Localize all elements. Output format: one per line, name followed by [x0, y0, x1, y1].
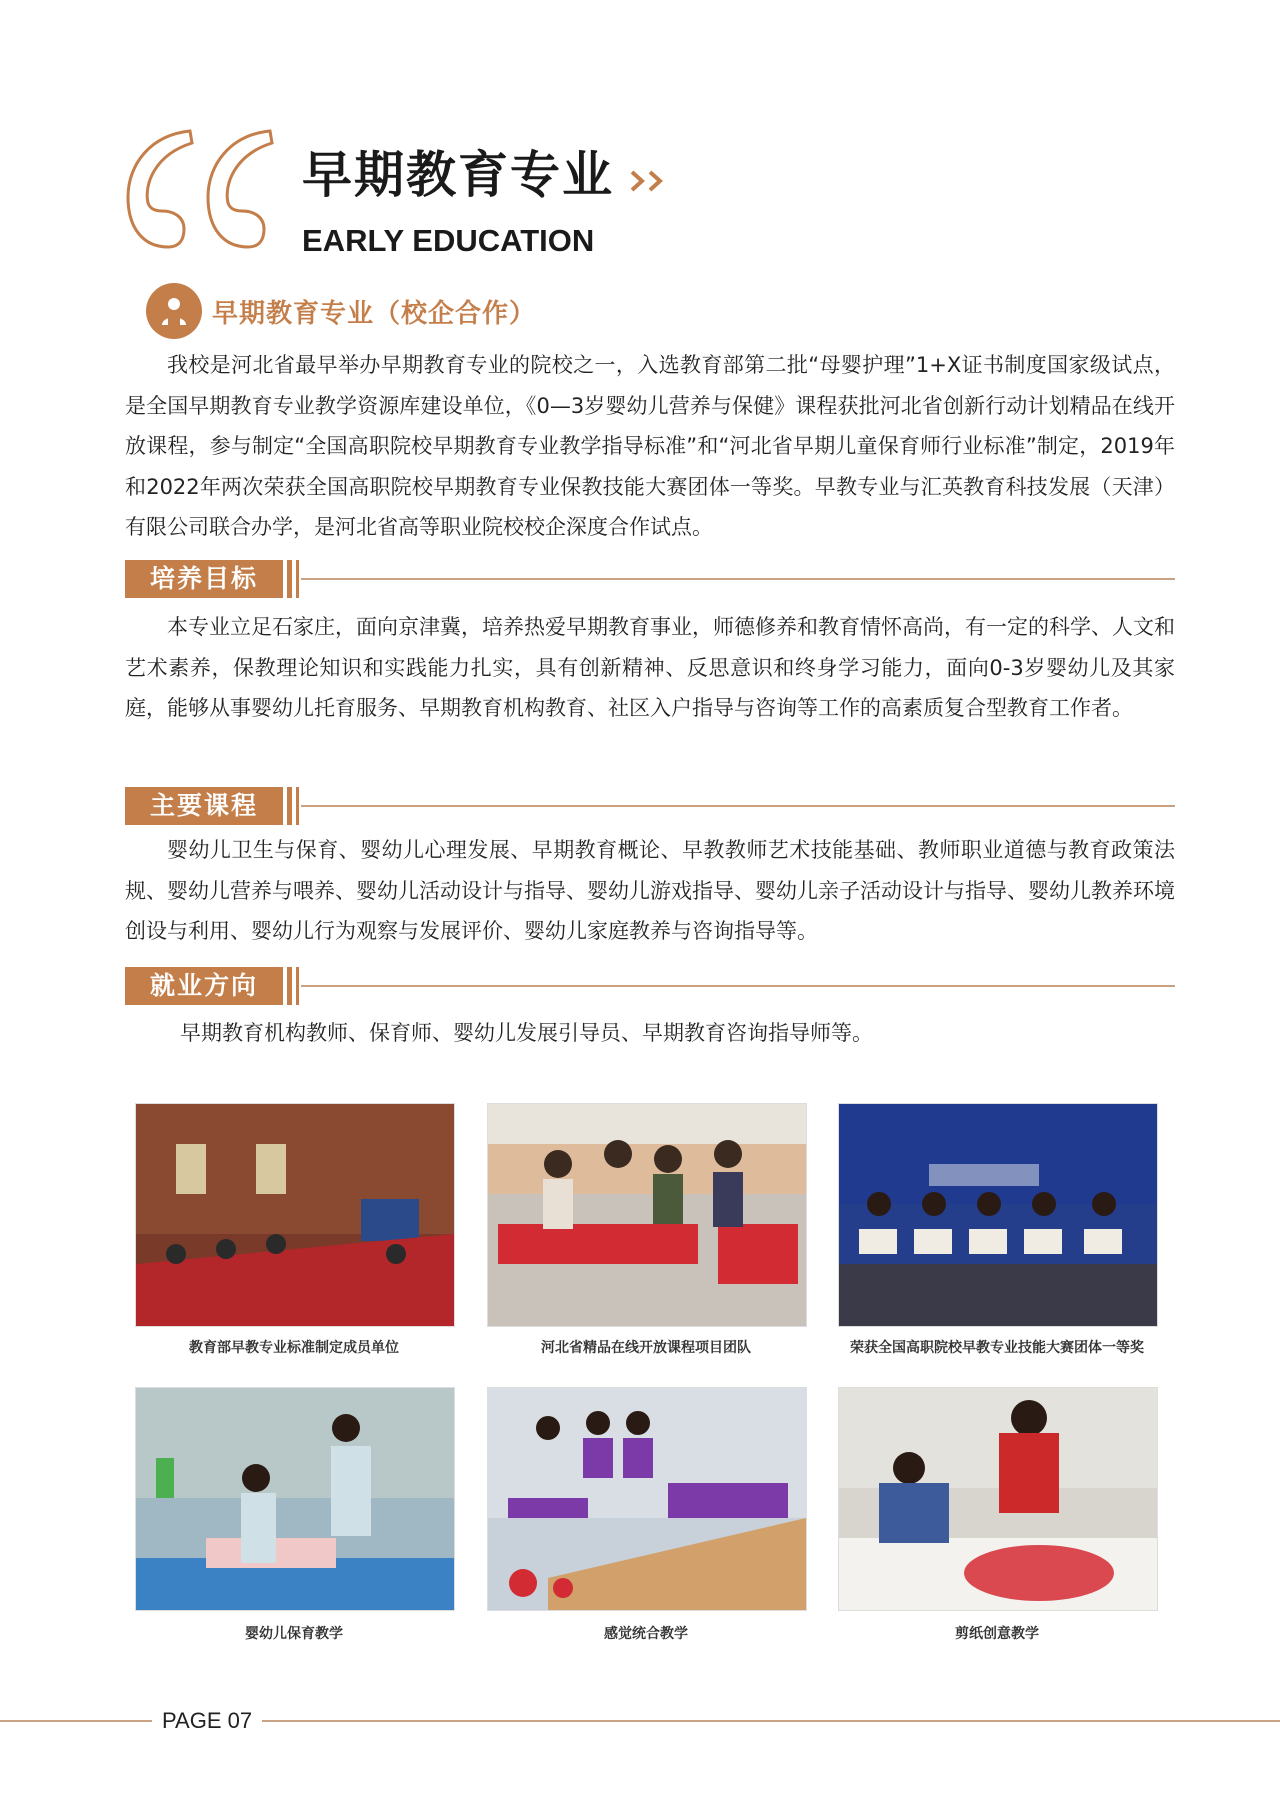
photo-course-team	[487, 1103, 807, 1327]
intro-heading	[146, 283, 536, 339]
divider	[301, 985, 1175, 987]
photo-award	[838, 1103, 1158, 1327]
section-label: 培养目标	[125, 560, 283, 598]
photo-caption: 教育部早教专业标准制定成员单位	[189, 1340, 399, 1356]
page-subtitle: EARLY EDUCATION	[302, 223, 595, 258]
courses-paragraph: 婴幼儿卫生与保育、婴幼儿心理发展、早期教育概论、早教教师艺术技能基础、教师职业道德与教育政策法规、婴幼儿营养与喂养、婴幼儿活动设计与指导、婴幼儿游戏指导、婴幼儿亲子活动设计与指导、婴幼儿教养环境创设与利用、婴幼儿行为观察与发展评价、婴幼儿家庭教养与咨询指导等。	[125, 838, 1175, 943]
photo-caption: 剪纸创意教学	[955, 1626, 1039, 1642]
photo-caption: 荣获全国高职院校早教专业技能大赛团体一等奖	[850, 1340, 1144, 1356]
intro-paragraph: 我校是河北省最早举办早期教育专业的院校之一，入选教育部第二批“母婴护理”1+X证书制度国家级试点，是全国早期教育专业教学资源库建设单位，《0—3岁婴幼儿营养与保健》课程获批河北省创新行动计划精品在线开放课程，参与制定“全国高职院校早期教育专业教学指导标准”和“河北省早期儿童保育师行业标准”制定，2019年和2022年两次荣获全国高职院校早期教育专业保教技能大赛团体一等奖。早教专业与汇英教育科技发展（天津）有限公司联合办学，是河北省高等职业院校校企深度合作试点。	[125, 353, 1175, 539]
divider	[296, 787, 299, 825]
double-chevron-right-icon	[628, 168, 670, 194]
photo-paper-cutting	[838, 1387, 1158, 1611]
goals-paragraph: 本专业立足石家庄，面向京津冀，培养热爱早期教育事业，师德修养和教育情怀高尚，有一定的科学、人文和艺术素养，保教理论知识和实践能力扎实，具有创新精神、反思意识和终身学习能力，面向0-3岁婴幼儿及其家庭，能够从事婴幼儿托育服务、早期教育机构教育、社区入户指导与咨询等工作的高素质复合型教育工作者。	[125, 615, 1175, 720]
divider	[296, 560, 299, 598]
divider	[287, 967, 292, 1005]
photo-caption: 感觉统合教学	[604, 1626, 688, 1642]
footer-divider	[0, 1720, 152, 1722]
section-label: 主要课程	[125, 787, 283, 825]
section-header-careers	[125, 967, 1175, 1005]
section-label: 就业方向	[125, 967, 283, 1005]
section-header-goals	[125, 560, 1175, 598]
photo-infant-care	[135, 1387, 455, 1611]
section-header-courses	[125, 787, 1175, 825]
divider	[287, 560, 292, 598]
photo-meeting	[135, 1103, 455, 1327]
quote-mark-icon	[120, 125, 280, 255]
page-title: 早期教育专业	[302, 146, 614, 204]
page-number: PAGE 07	[162, 1708, 253, 1733]
intro-title: 早期教育专业（校企合作）	[212, 298, 537, 329]
divider	[287, 787, 292, 825]
careers-paragraph: 早期教育机构教师、保育师、婴幼儿发展引导员、早期教育咨询指导师等。	[180, 1021, 873, 1045]
divider	[296, 967, 299, 1005]
footer-divider	[262, 1720, 1280, 1722]
divider	[301, 805, 1175, 807]
divider	[301, 578, 1175, 580]
photo-caption: 婴幼儿保育教学	[245, 1626, 343, 1642]
teacher-icon	[146, 283, 202, 339]
photo-caption: 河北省精品在线开放课程项目团队	[541, 1340, 751, 1356]
photo-sensory-integration	[487, 1387, 807, 1611]
